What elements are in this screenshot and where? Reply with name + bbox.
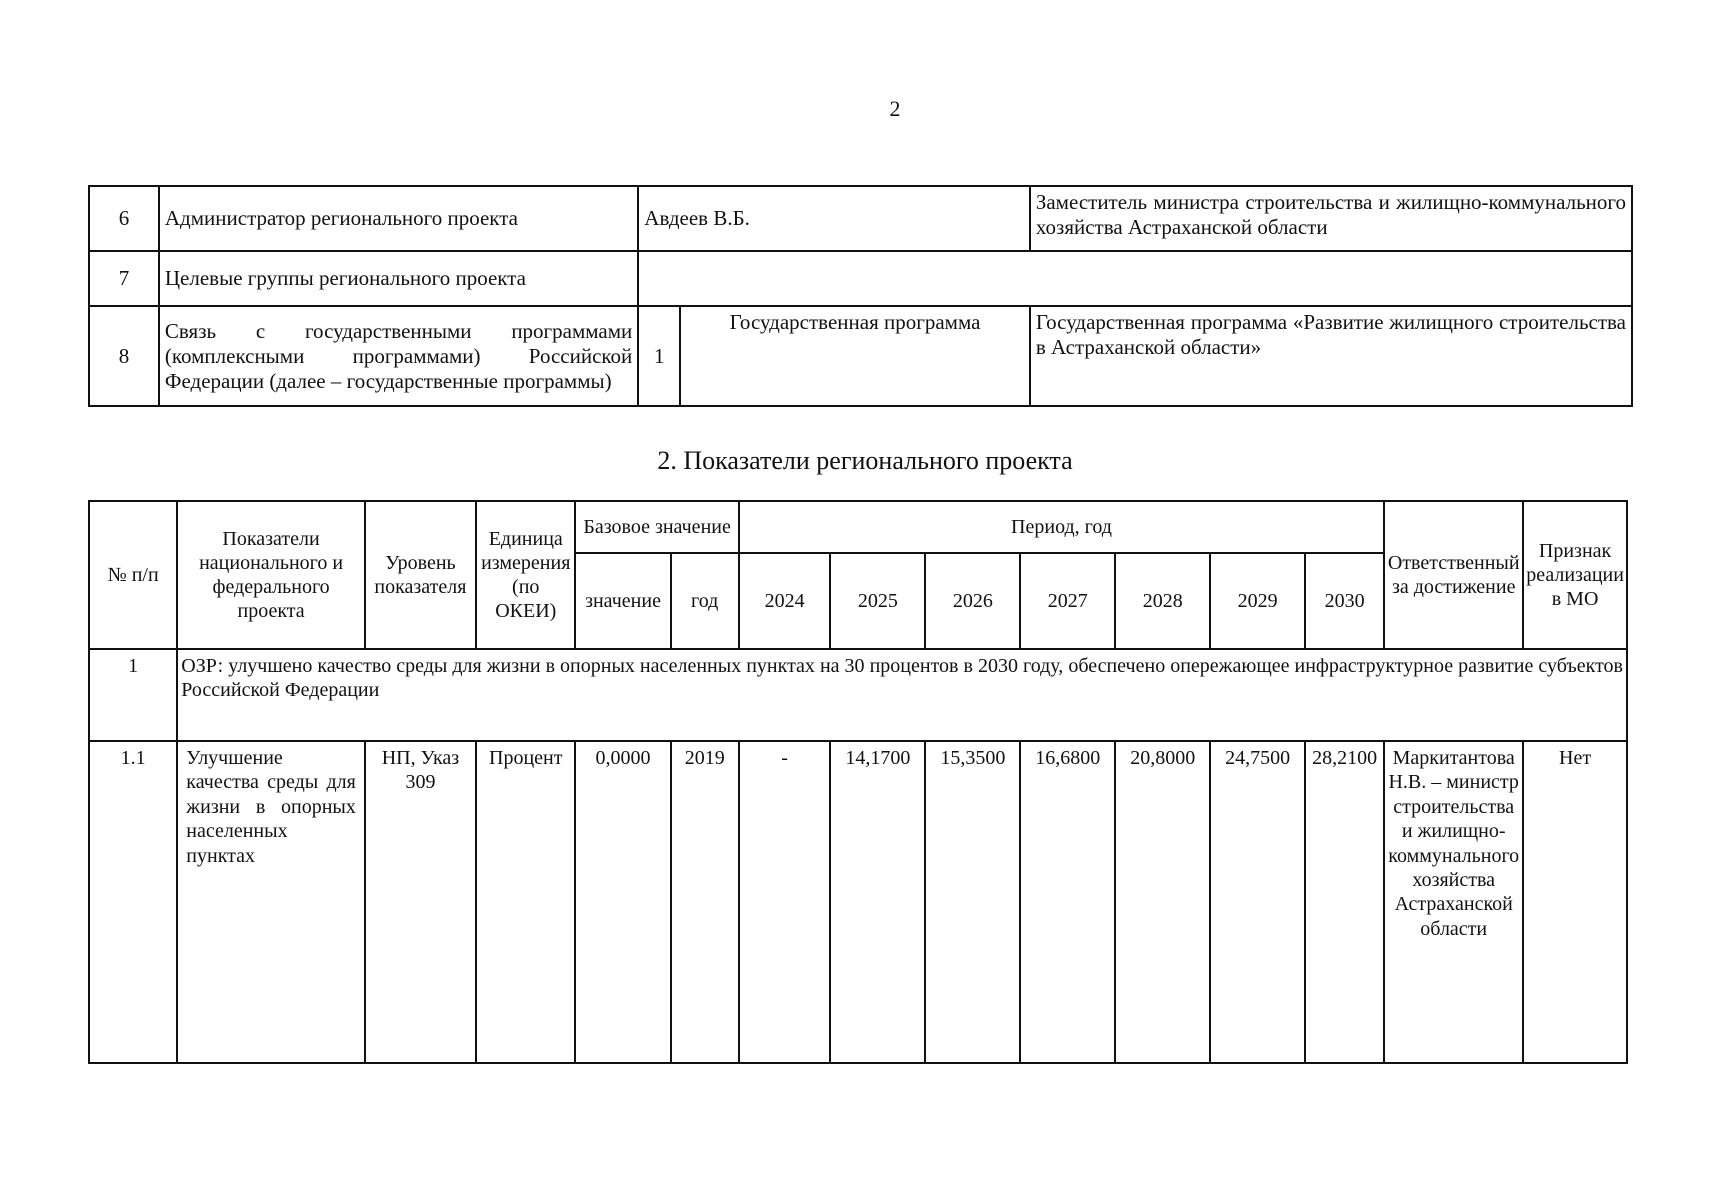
goal-text: ОЗР: улучшено качество среды для жизни в опорных населенных пунктах на 30 процентов в 2030 году, обеспечено опережающее инфраструктурное развитие субъектов Российской Федерации (177, 649, 1627, 741)
indicators-table (88, 500, 1628, 1064)
header-year-2026: 2026 (925, 553, 1020, 649)
header-indicator: Показатели национального и федерального проекта (177, 501, 365, 649)
indicator-name: Улучшение качества среды для жизни в опорных населенных пунктах (177, 741, 365, 1063)
responsible-person: Маркитантова Н.В. – министр строительства и жилищно-коммунального хозяйства Астраханской области (1384, 741, 1523, 1063)
row-label: Связь с государственными программами (комплексными программами) Российской Федерации (далее – государственные программы) (159, 306, 638, 406)
mo-sign: Нет (1523, 741, 1627, 1063)
indicator-level: НП, Указ 309 (365, 741, 476, 1063)
administrator-position: Заместитель министра строительства и жилищно-коммунального хозяйства Астраханской области (1030, 186, 1632, 251)
header-mo-sign: Признак реализации в МО (1523, 501, 1627, 649)
value-2027: 16,6800 (1020, 741, 1115, 1063)
value-2030: 28,2100 (1305, 741, 1384, 1063)
header-year-2027: 2027 (1020, 553, 1115, 649)
header-unit: Единица измерения (по ОКЕИ) (476, 501, 575, 649)
program-sub-number: 1 (638, 306, 680, 406)
header-year-2025: 2025 (830, 553, 925, 649)
header-year-2028: 2028 (1115, 553, 1210, 649)
passport-row-7 (89, 251, 1632, 306)
header-year-2029: 2029 (1210, 553, 1305, 649)
row-number: 7 (89, 251, 159, 306)
header-level: Уровень показателя (365, 501, 476, 649)
goal-num: 1 (89, 649, 177, 741)
row-number: 6 (89, 186, 159, 251)
header-period: Период, год (739, 501, 1384, 553)
passport-row-8 (89, 306, 1632, 406)
header-base-year: год (671, 553, 739, 649)
value-2025: 14,1700 (830, 741, 925, 1063)
base-year: 2019 (671, 741, 739, 1063)
goal-row (89, 649, 1627, 741)
row-number: 8 (89, 306, 159, 406)
row-label: Целевые группы регионального проекта (159, 251, 638, 306)
program-name: Государственная программа «Развитие жилищного строительства в Астраханской области» (1030, 306, 1632, 406)
administrator-name: Авдеев В.Б. (638, 186, 1030, 251)
value-2028: 20,8000 (1115, 741, 1210, 1063)
header-responsible: Ответственный за достижение (1384, 501, 1523, 649)
indicator-unit: Процент (476, 741, 575, 1063)
header-num: № п/п (89, 501, 177, 649)
header-year-2024: 2024 (739, 553, 831, 649)
header-base: Базовое значение (575, 501, 738, 553)
row-label: Администратор регионального проекта (159, 186, 638, 251)
program-type: Государственная программа (680, 306, 1030, 406)
passport-table (88, 185, 1633, 407)
section-title: 2. Показатели регионального проекта (657, 446, 1073, 475)
row-num: 1.1 (89, 741, 177, 1063)
base-value: 0,0000 (575, 741, 670, 1063)
page-number: 2 (889, 96, 901, 121)
value-2026: 15,3500 (925, 741, 1020, 1063)
value-2024: - (739, 741, 831, 1063)
value-2029: 24,7500 (1210, 741, 1305, 1063)
target-groups-value (638, 251, 1632, 306)
header-year-2030: 2030 (1305, 553, 1384, 649)
passport-row-6 (89, 186, 1632, 251)
header-row-1 (89, 501, 1627, 553)
header-base-value: значение (575, 553, 670, 649)
table-row (89, 741, 1627, 1063)
